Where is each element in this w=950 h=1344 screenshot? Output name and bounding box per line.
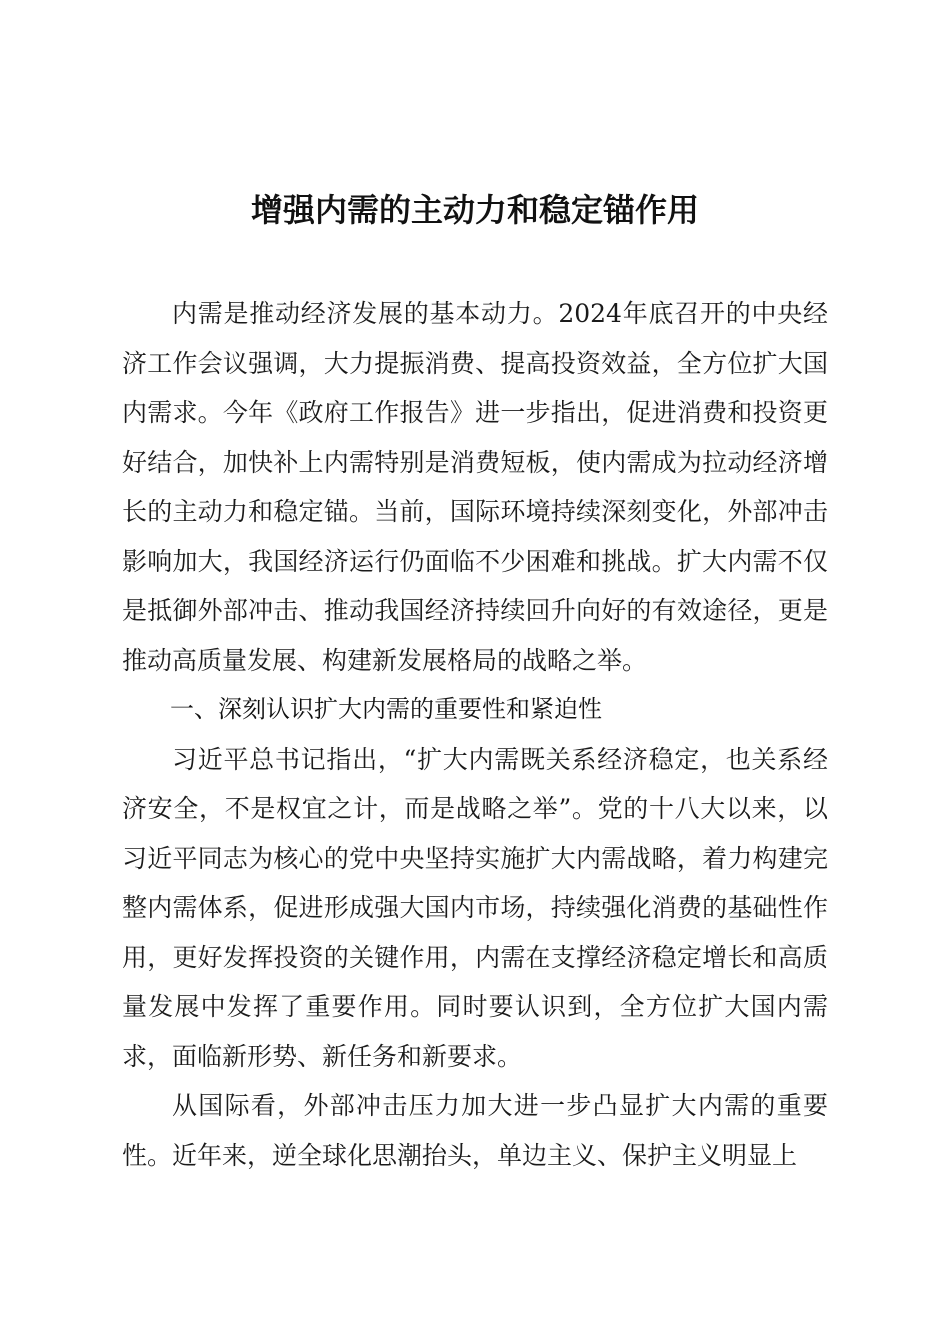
document-title: 增强内需的主动力和稳定锚作用 xyxy=(250,191,699,229)
document-body xyxy=(122,289,828,1180)
intro-paragraph: 内需是推动经济发展的基本动力。2024年底召开的中央经济工作会议强调，大力提振消费、提高投资效益，全方位扩大国内需求。今年《政府工作报告》进一步指出，促进消费和投资更好结合，加快补上内需特别是消费短板，使内需成为拉动经济增长的主动力和稳定锚。当前，国际环境持续深刻变化，外部冲击影响加大，我国经济运行仍面临不少困难和挑战。扩大内需不仅是抵御外部冲击、推动我国经济持续回升向好的有效途径，更是推动高质量发展、构建新发展格局的战略之举。 xyxy=(122,299,828,675)
section-paragraph: 从国际看，外部冲击压力加大进一步凸显扩大内需的重要性。近年来，逆全球化思潮抬头，单边主义、保护主义明显上 xyxy=(122,1091,828,1170)
section-paragraph: 习近平总书记指出，“扩大内需既关系经济稳定，也关系经济安全，不是权宜之计，而是战略之举”。党的十八大以来，以习近平同志为核心的党中央坚持实施扩大内需战略，着力构建完整内需体系，促进形成强大国内市场，持续强化消费的基础性作用，更好发挥投资的关键作用，内需在支撑经济稳定增长和高质量发展中发挥了重要作用。同时要认识到，全方位扩大国内需求，面临新形势、新任务和新要求。 xyxy=(122,744,828,1071)
section-heading: 一、深刻认识扩大内需的重要性和紧迫性 xyxy=(170,695,602,723)
